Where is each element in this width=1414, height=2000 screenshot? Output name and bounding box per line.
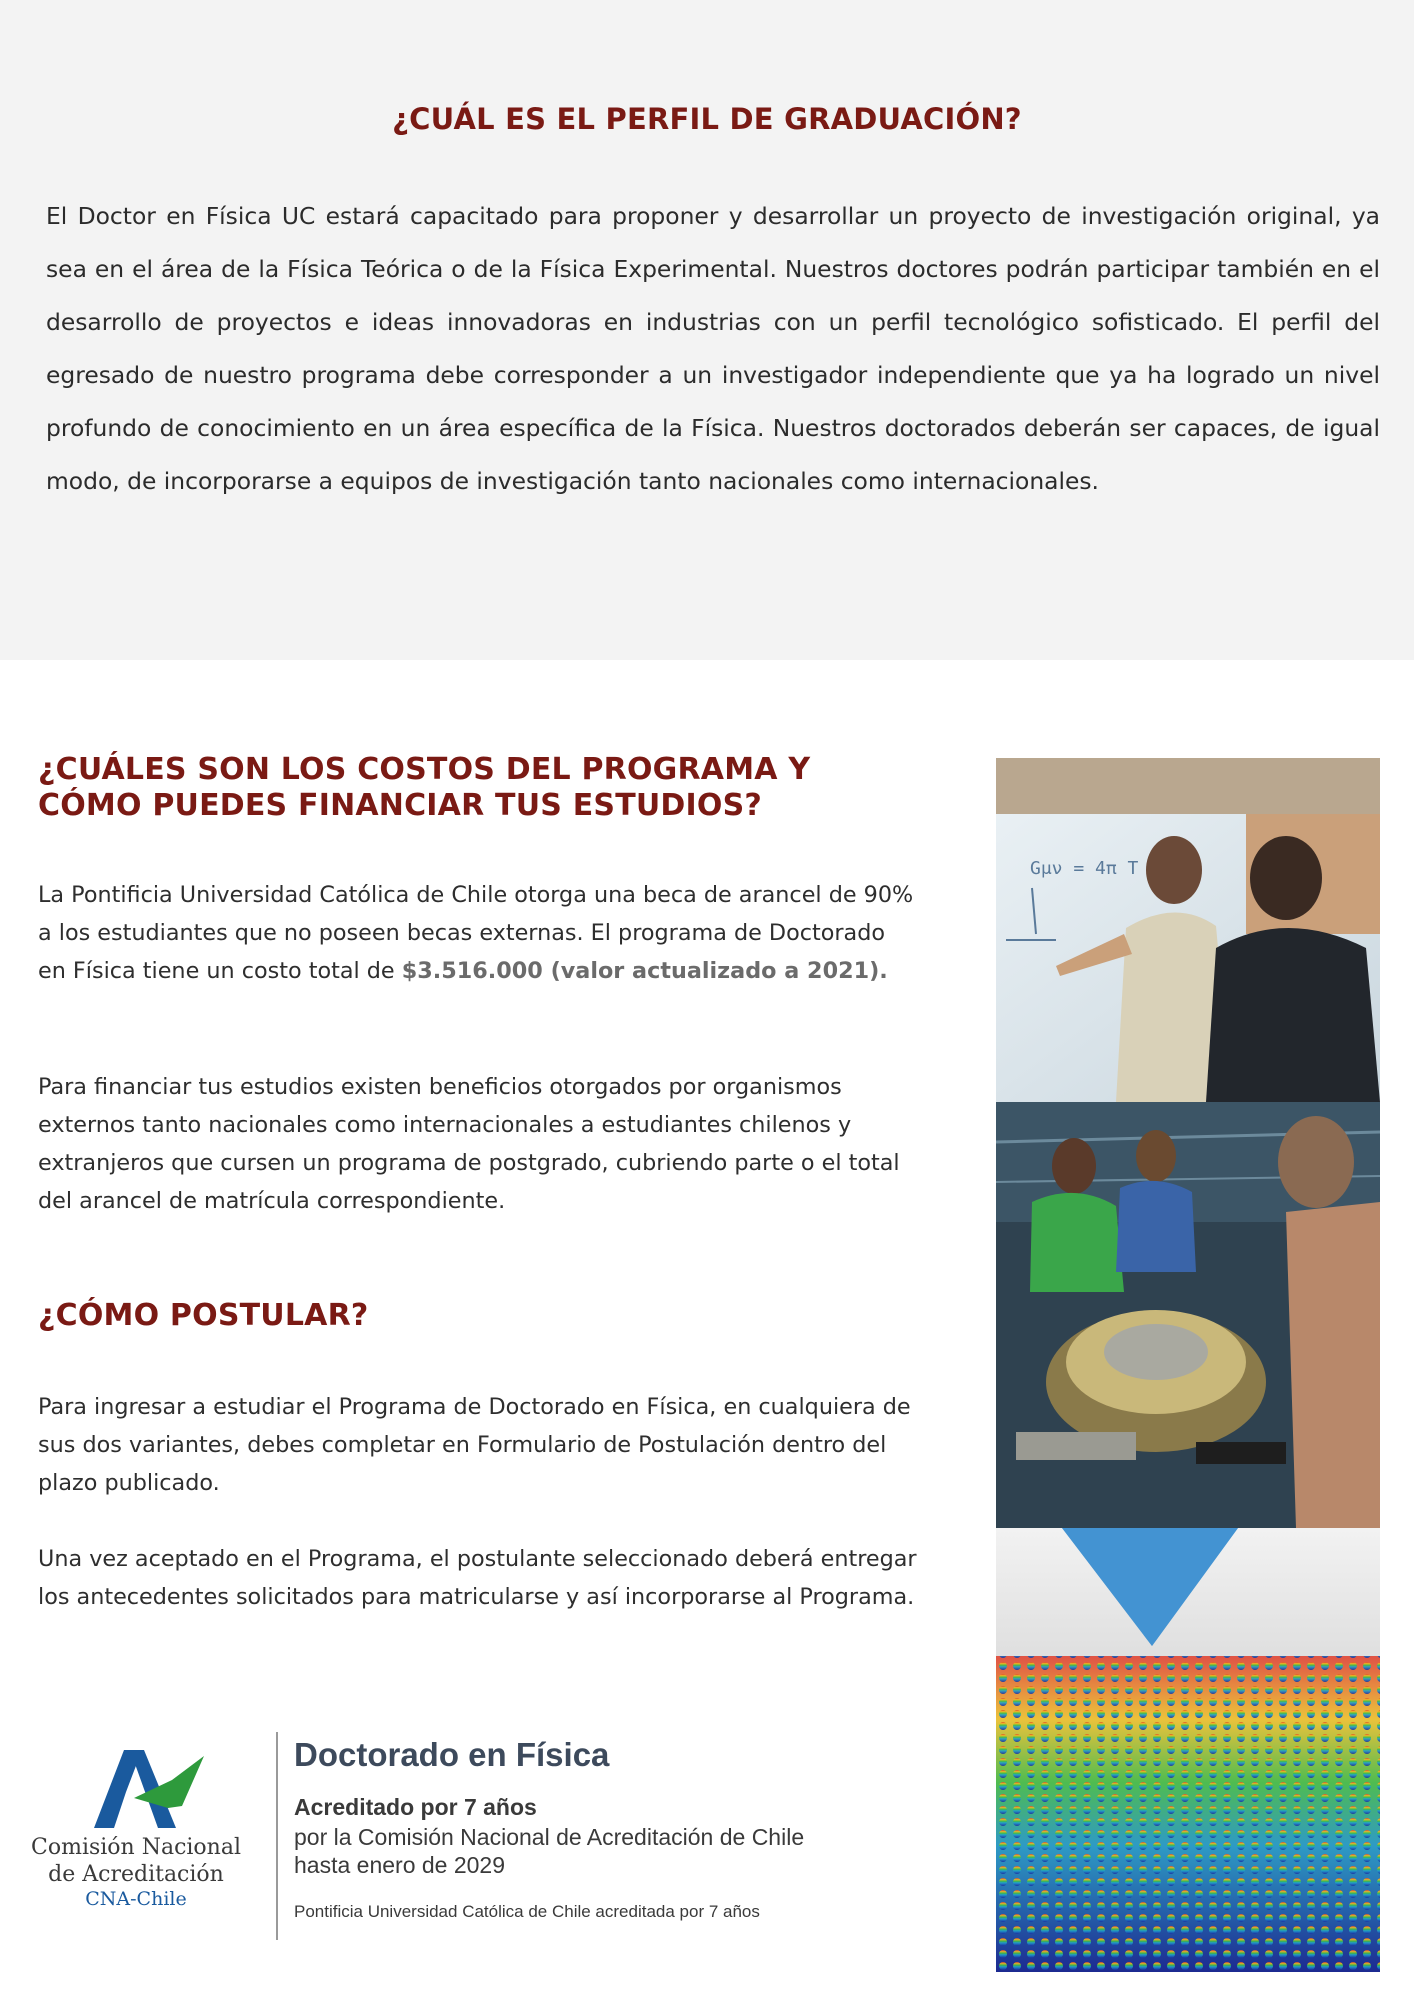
cna-name-line2: de Acreditación	[48, 1862, 224, 1887]
costs-title-line2: CÓMO PUEDES FINANCIAR TUS ESTUDIOS?	[38, 788, 763, 823]
accreditation-years: Acreditado por 7 años	[294, 1794, 537, 1820]
apply-title: ¿CÓMO POSTULAR?	[38, 1298, 369, 1333]
cna-subtitle: CNA-Chile	[85, 1888, 187, 1910]
costs-paragraph-2: Para financiar tus estudios existen beneficios otorgados por organismos externos tanto nacionales como internacionales a estudiantes chilenos y extranjeros que cursen un programa de postgrado, cubriendo parte o el total del arancel de matrícula correspondiente.	[38, 1074, 900, 1214]
accreditation-line-1: por la Comisión Nacional de Acreditación de Chile	[294, 1824, 805, 1850]
accreditation-divider	[276, 1732, 278, 1940]
lattice-image	[996, 1528, 1380, 1972]
cna-name	[26, 1834, 246, 1888]
graduation-body: El Doctor en Física UC estará capacitado para proponer y desarrollar un proyecto de investigación original, ya sea en el área de la Física Teórica o de la Física Experimental. Nuestros doctores podrán participar también en el desarrollo de proyectos e ideas innovadoras en industrias con un perfil tecnológico sofisticado. El perfil del egresado de nuestro programa debe corresponder a un investigador independiente que ya ha logrado un nivel profundo de conocimiento en un área específica de la Física. Nuestros doctorados deberán ser capaces, de igual modo, de incorporarse a equipos de investigación tanto nacionales como internacionales.	[46, 202, 1380, 495]
graduation-title: ¿CUÁL ES EL PERFIL DE GRADUACIÓN?	[392, 102, 1022, 136]
costs-paragraph-1	[38, 876, 918, 990]
apply-paragraph-1: Para ingresar a estudiar el Programa de Doctorado en Física, en cualquiera de sus dos variantes, debes completar en Formulario de Postulación dentro del plazo publicado.	[38, 1394, 911, 1496]
lab-photo	[996, 1102, 1380, 1528]
accreditation-program: Doctorado en Física	[294, 1736, 610, 1773]
cna-name-line1: Comisión Nacional	[31, 1835, 241, 1860]
cost-highlight: $3.516.000 (valor actualizado a 2021).	[401, 958, 888, 984]
costs-paragraph-1-text: La Pontificia Universidad Católica de Chile otorga una beca de arancel de 90% a los estudiantes que no poseen becas externas. El programa de Doctorado en Física tiene un costo total de	[38, 882, 914, 984]
whiteboard-equation: Gμν = 4π T	[1030, 858, 1139, 879]
accreditation-line-2: hasta enero de 2029	[294, 1852, 506, 1878]
accreditation-footnote: Pontificia Universidad Católica de Chile acreditada por 7 años	[294, 1902, 760, 1921]
costs-title	[38, 752, 838, 824]
costs-title-line1: ¿CUÁLES SON LOS COSTOS DEL PROGRAMA Y	[38, 752, 811, 787]
classroom-photo	[996, 758, 1380, 1102]
apply-paragraph-2: Una vez aceptado en el Programa, el postulante seleccionado deberá entregar los antecedentes solicitados para matricularse y así incorporarse al Programa.	[38, 1546, 917, 1610]
cna-mark-icon	[86, 1746, 206, 1832]
graduation-profile-section	[0, 0, 1414, 660]
cna-logo	[26, 1746, 246, 1916]
